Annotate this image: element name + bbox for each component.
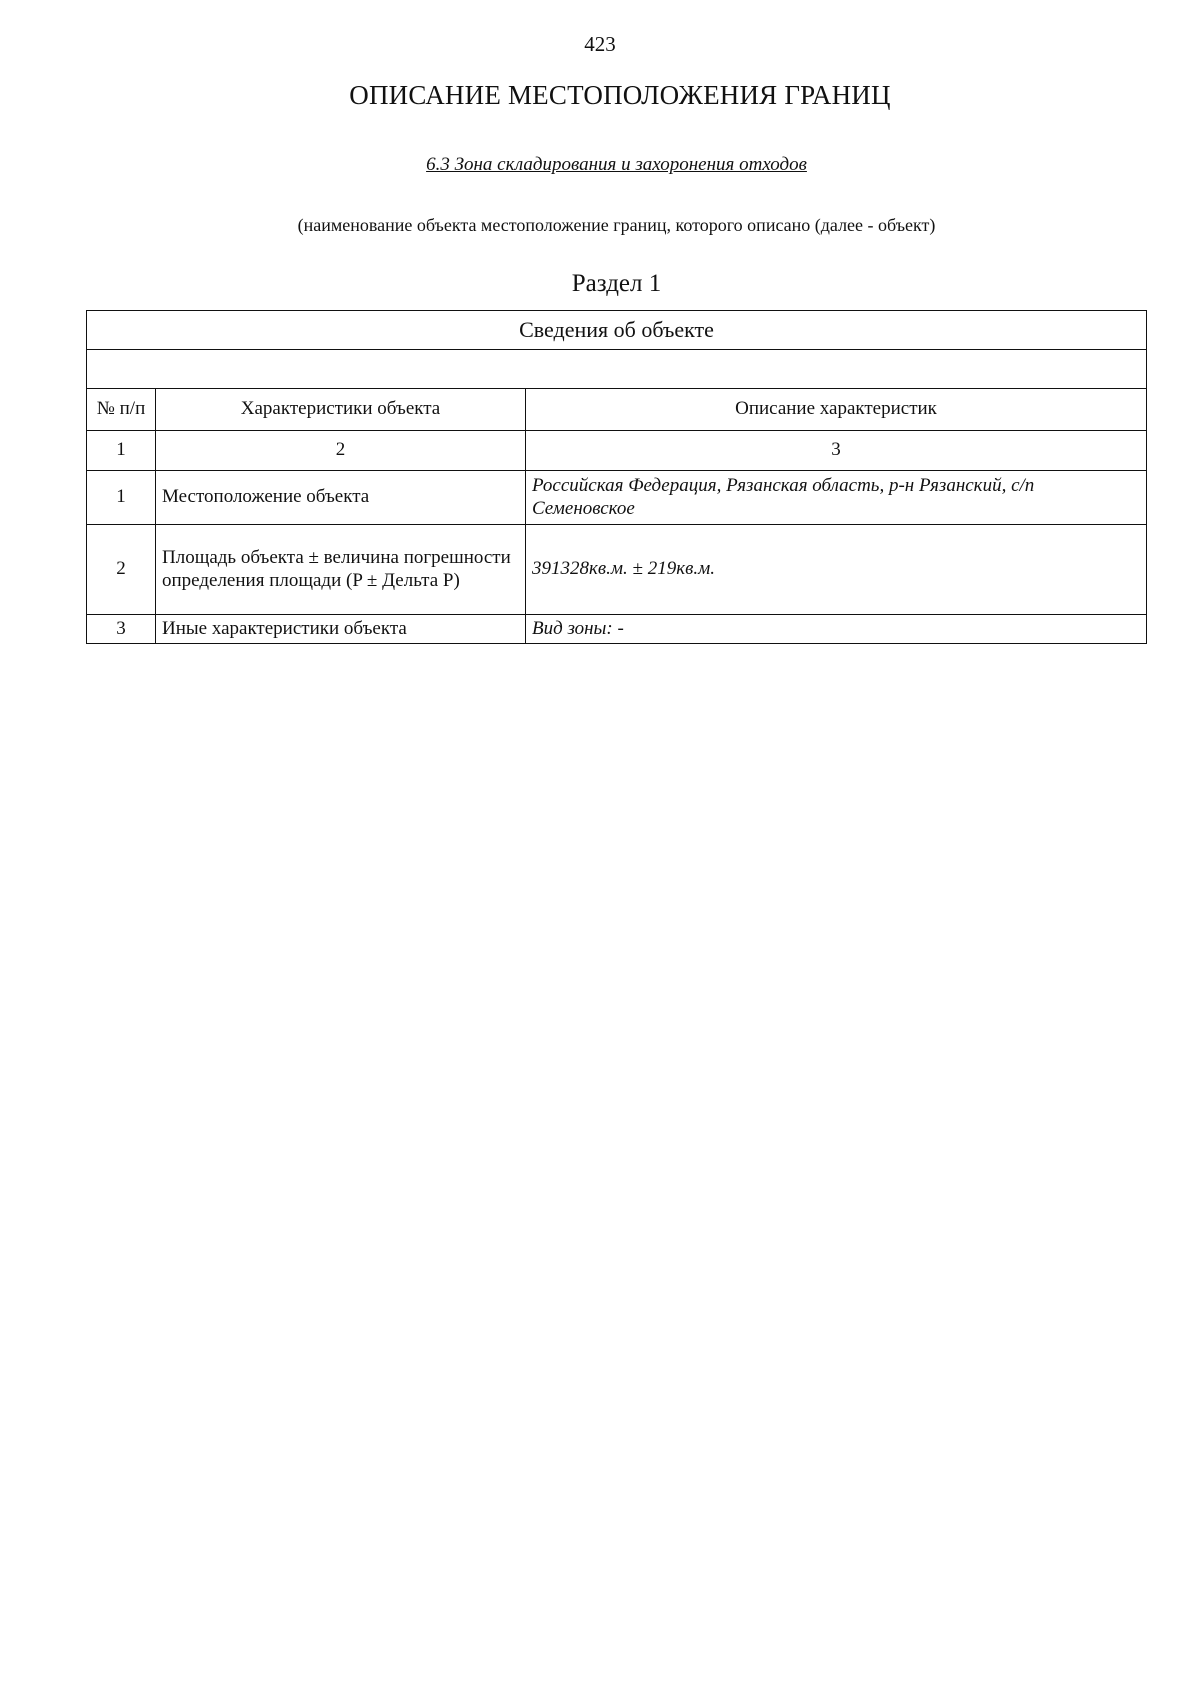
table-blank-row [87, 350, 1147, 389]
section-title: Раздел 1 [571, 270, 662, 297]
row-description: Российская Федерация, Рязанская область, р-н Рязанский, с/п Семеновское [526, 471, 1147, 525]
column-number: 2 [156, 431, 526, 471]
row-number: 3 [87, 615, 156, 644]
table-row [87, 471, 1147, 525]
object-name-caption: (наименование объекта местоположение границ, которого описано (далее - объект) [297, 215, 936, 235]
column-number: 3 [526, 431, 1147, 471]
column-number: 1 [87, 431, 156, 471]
document-title: ОПИСАНИЕ МЕСТОПОЛОЖЕНИЯ ГРАНИЦ [349, 80, 891, 110]
blank-cell [87, 350, 1147, 389]
page-number: 423 [584, 32, 616, 56]
table-header-row [87, 311, 1147, 350]
table-row [87, 615, 1147, 644]
row-description: Вид зоны: - [526, 615, 1147, 644]
row-number: 1 [87, 471, 156, 525]
row-characteristic: Иные характеристики объекта [156, 615, 526, 644]
object-info-table [86, 310, 1147, 644]
object-name: 6.3 Зона складирования и захоронения отходов [426, 154, 807, 175]
row-characteristic: Площадь объекта ± величина погрешности определения площади (P ± Дельта P) [156, 525, 526, 615]
column-number-row [87, 431, 1147, 471]
row-number: 2 [87, 525, 156, 615]
table-header: Сведения об объекте [87, 311, 1147, 350]
row-description: 391328кв.м. ± 219кв.м. [526, 525, 1147, 615]
table-row [87, 525, 1147, 615]
column-header-description: Описание характеристик [526, 389, 1147, 431]
column-header-num: № п/п [87, 389, 156, 431]
row-characteristic: Местоположение объекта [156, 471, 526, 525]
column-header-characteristic: Характеристики объекта [156, 389, 526, 431]
column-header-row [87, 389, 1147, 431]
